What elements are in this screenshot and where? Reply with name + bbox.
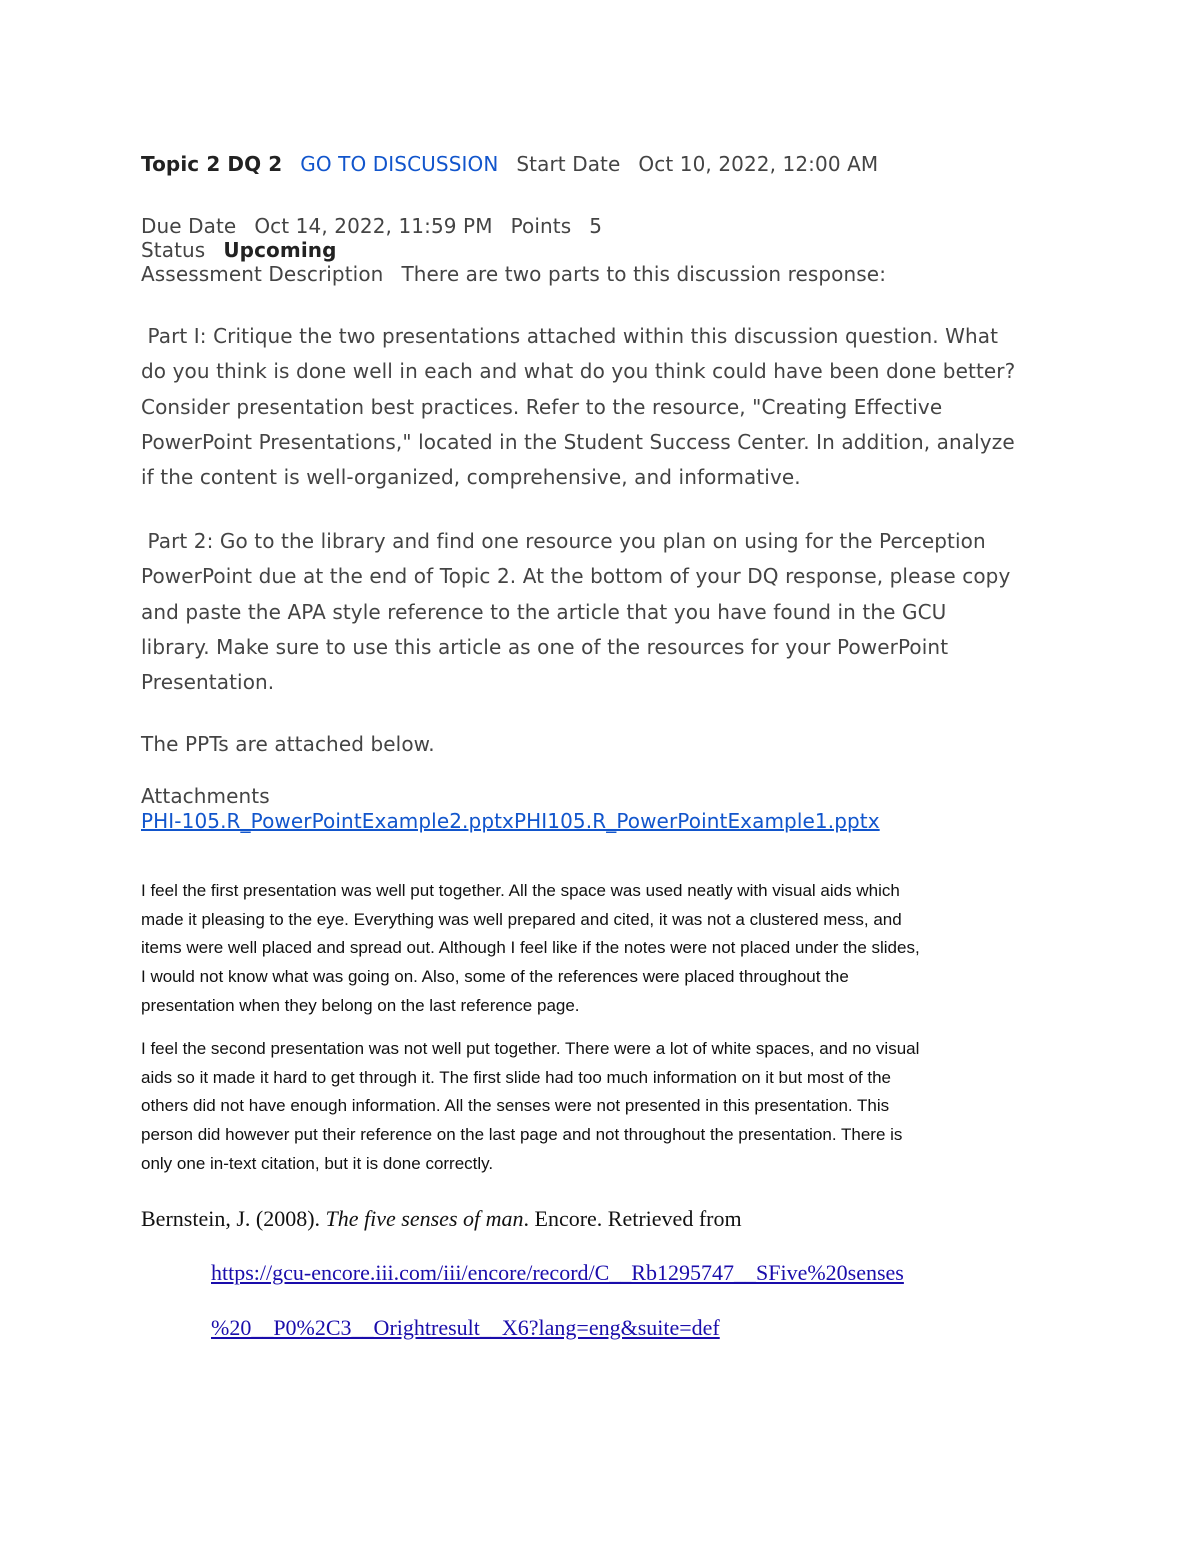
- part2-line: and paste the APA style reference to the article that you have found in the GCU: [141, 599, 947, 624]
- attachments-link[interactable]: PHI-105.R_PowerPointExample2.pptxPHI105.R_PowerPointExample1.pptx: [141, 809, 880, 833]
- header-line-2: [141, 214, 602, 238]
- reference-title: The five senses of man: [325, 1206, 524, 1231]
- status-label: Status: [141, 238, 206, 262]
- attachments-label: Attachments: [141, 784, 270, 808]
- ppts-note: The PPTs are attached below.: [141, 732, 435, 756]
- part1-line: if the content is well-organized, comprehensive, and informative.: [141, 465, 801, 490]
- response2-line: person did however put their reference on the last page and not throughout the presentation. There is: [141, 1125, 903, 1145]
- part1-paragraph: [141, 319, 1071, 495]
- description-line: [141, 262, 886, 286]
- reference-url-line-1[interactable]: https://gcu-encore.iii.com/iii/encore/record/C__Rb1295747__SFive%20senses: [211, 1260, 904, 1285]
- part2-line: Presentation.: [141, 670, 275, 695]
- part2-line: Part 2: Go to the library and find one resource you plan on using for the Perception: [141, 529, 986, 553]
- part2-line: PowerPoint due at the end of Topic 2. At the bottom of your DQ response, please copy: [141, 564, 1011, 589]
- reference-citation: [141, 1206, 742, 1232]
- response-paragraph-1: [141, 877, 1071, 1021]
- status-line: [141, 238, 337, 262]
- header-line-1: [141, 152, 878, 176]
- response1-line: made it pleasing to the eye. Everything was well prepared and cited, it was not a clustered mess, and: [141, 909, 902, 929]
- topic-title: Topic 2 DQ 2: [141, 152, 283, 176]
- due-date-label: Due Date: [141, 214, 237, 238]
- go-to-discussion-link[interactable]: GO TO DISCUSSION: [300, 152, 499, 176]
- part1-line: Part I: Critique the two presentations attached within this discussion question. What: [141, 324, 999, 348]
- reference-url-line-2[interactable]: %20__P0%2C3__Orightresult__X6?lang=eng&suite=def: [211, 1315, 720, 1340]
- response1-line: I would not know what was going on. Also, some of the references were placed throughout the: [141, 967, 849, 987]
- status-value: Upcoming: [223, 238, 337, 262]
- start-date-label: Start Date: [516, 152, 621, 176]
- response1-line: items were well placed and spread out. Although I feel like if the notes were not placed under the slides,: [141, 938, 920, 958]
- reference-rest: . Encore. Retrieved from: [523, 1206, 742, 1231]
- reference-author-year: Bernstein, J. (2008).: [141, 1206, 326, 1231]
- part2-paragraph: [141, 524, 1071, 700]
- part1-line: do you think is done well in each and what do you think could have been done better?: [141, 359, 1016, 384]
- description-label: Assessment Description: [141, 262, 384, 286]
- description-value: There are two parts to this discussion response:: [401, 262, 887, 286]
- response1-line: presentation when they belong on the last reference page.: [141, 995, 580, 1015]
- response2-line: only one in-text citation, but it is done correctly.: [141, 1153, 494, 1173]
- part2-line: library. Make sure to use this article as one of the resources for your PowerPoint: [141, 634, 949, 659]
- response2-line: aids so it made it hard to get through it. The first slide had too much information on it but most of the: [141, 1067, 891, 1087]
- part1-line: PowerPoint Presentations," located in the Student Success Center. In addition, analyze: [141, 429, 1015, 454]
- response1-line: I feel the first presentation was well put together. All the space was used neatly with visual aids which: [141, 881, 900, 900]
- response2-line: I feel the second presentation was not well put together. There were a lot of white spaces, and no visual: [141, 1039, 920, 1058]
- start-date-value: Oct 10, 2022, 12:00 AM: [638, 152, 879, 176]
- points-label: Points: [510, 214, 572, 238]
- response2-line: others did not have enough information. All the senses were not presented in this presentation. This: [141, 1096, 890, 1116]
- part1-line: Consider presentation best practices. Refer to the resource, "Creating Effective: [141, 394, 943, 419]
- response-paragraph-2: [141, 1035, 1071, 1179]
- due-date-value: Oct 14, 2022, 11:59 PM: [254, 214, 493, 238]
- points-value: 5: [589, 214, 603, 238]
